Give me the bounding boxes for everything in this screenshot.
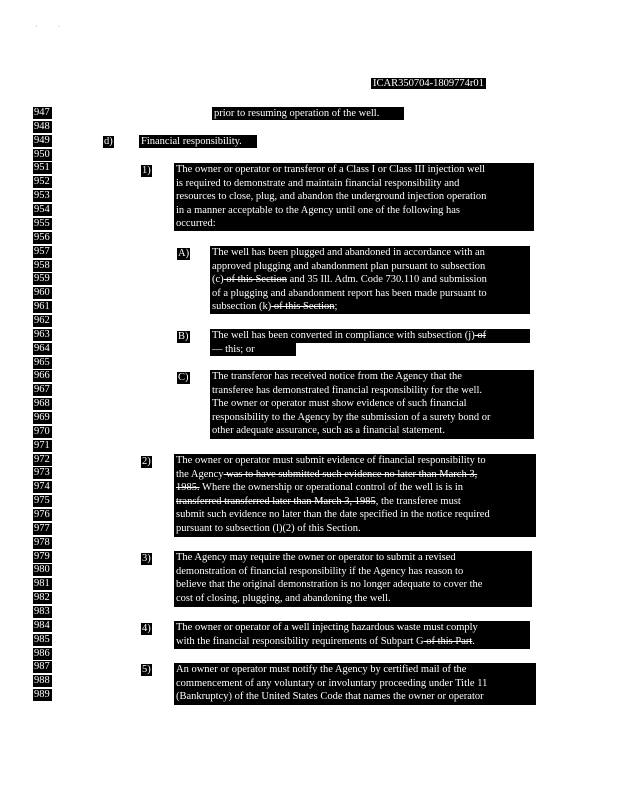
paragraph-B-line1	[210, 329, 530, 343]
paragraph-line: (Bankruptcy) of the United States Code that names the owner or operator	[176, 691, 484, 703]
line-number: 980	[33, 564, 52, 576]
line-number: 962	[33, 315, 52, 327]
line-number: 969	[33, 412, 52, 424]
text-run: the Agency	[176, 468, 224, 480]
line-number: 956	[33, 232, 52, 244]
paragraph-line: The owner or operator must show evidence of such financial	[212, 398, 467, 410]
struck-text: 1985.	[176, 482, 200, 494]
line-number: 977	[33, 523, 52, 535]
line-number: 959	[33, 273, 52, 285]
line-number: 974	[33, 481, 52, 493]
paragraph-d3	[174, 551, 532, 607]
struck-text: of	[474, 330, 487, 341]
text-run: .	[472, 635, 475, 647]
line-number: 981	[33, 578, 52, 590]
heading-financial-responsibility: Financial responsibility.	[139, 135, 257, 148]
line-number: 983	[33, 606, 52, 618]
label-d1: 1)	[142, 165, 151, 176]
text-run: and 35 Ill. Adm. Code 730.110 and submission	[286, 274, 487, 286]
line-number: 986	[33, 648, 52, 660]
scan-specks: · ·	[35, 22, 61, 31]
paragraph-line: cost of closing, plugging, and abandoning the well.	[176, 592, 391, 604]
line-number: 971	[33, 440, 52, 452]
struck-text: of this Section	[271, 301, 335, 313]
paragraph-line	[212, 273, 528, 287]
line-number: 976	[33, 509, 52, 521]
line-number: 984	[33, 620, 52, 632]
line-number: 965	[33, 357, 52, 369]
text-run: ;	[334, 301, 338, 313]
line-number: 949	[33, 135, 52, 147]
struck-text: of this Part	[423, 635, 473, 647]
label-d4: 4)	[142, 623, 151, 634]
paragraph-line: submit such evidence no later than the date specified in the notice required	[176, 509, 490, 521]
line-number: 982	[33, 592, 52, 604]
line-number: 950	[33, 149, 52, 161]
line-number: 954	[33, 204, 52, 216]
paragraph-C	[210, 370, 534, 439]
line-number: 961	[33, 301, 52, 313]
line-number: 964	[33, 343, 52, 355]
document-code: ICAR350704-1809774r01	[373, 78, 484, 89]
label-C: C)	[178, 372, 189, 383]
paragraph-line: The owner or operator or transferor of a Class I or Class III injection well	[176, 164, 486, 175]
label-d3: 3)	[142, 553, 151, 564]
text-run: is in	[445, 482, 464, 494]
line-number: 960	[33, 287, 52, 299]
struck-text: was to have submitted such evidence no later than March 3,	[223, 468, 478, 480]
label-d: d)	[104, 136, 113, 147]
line-number: 989	[33, 689, 52, 701]
line-number: 985	[33, 634, 52, 646]
paragraph-line	[212, 300, 528, 314]
line-number: 972	[33, 454, 52, 466]
paragraph-line: responsibility to the Agency by the submission of a surety bond or	[212, 411, 491, 423]
paragraph-line: The transferor has received notice from the Agency that the	[212, 371, 462, 382]
line-number: 957	[33, 246, 52, 258]
line-number: 988	[33, 675, 52, 687]
line-number: 967	[33, 384, 52, 396]
paragraph-line	[176, 495, 534, 509]
paragraph-A	[210, 246, 530, 314]
line-number: 953	[33, 190, 52, 202]
paragraph-line	[176, 635, 528, 649]
line-number: 970	[33, 426, 52, 438]
text-prior-to-resuming: prior to resuming operation of the well.	[212, 107, 404, 120]
paragraph-line: pursuant to subsection (l)(2) of this Section.	[176, 522, 361, 534]
line-number: 947	[33, 107, 52, 119]
paragraph-line: The Agency may require the owner or operator to submit a revised	[176, 552, 456, 563]
label-B: B)	[178, 331, 189, 342]
line-number: 966	[33, 370, 52, 382]
label-A: A)	[178, 248, 190, 259]
paragraph-line: other adequate assurance, such as a financial statement.	[212, 425, 445, 437]
paragraph-line: is required to demonstrate and maintain financial responsibility and	[176, 177, 460, 189]
paragraph-d4	[174, 621, 530, 649]
line-number: 978	[33, 537, 52, 549]
paragraph-B-line2	[210, 343, 296, 356]
text-run: with the financial responsibility requirements of Subpart G	[176, 635, 424, 647]
line-number: 963	[33, 329, 52, 341]
paragraph-line: commencement of any voluntary or involuntary proceeding under Title 11	[176, 677, 488, 689]
paragraph-d1	[174, 163, 534, 231]
paragraph-line: resources to close, plug, and abandon the underground injection operation	[176, 191, 487, 203]
paragraph-line: demonstration of financial responsibility if the Agency has reason to	[176, 565, 464, 577]
paragraph-line: The owner or operator of a well injecting hazardous waste must comply	[176, 622, 478, 633]
text-run: Where the ownership or operational control of the well is	[199, 482, 446, 494]
text-run: subsection (k)	[212, 301, 272, 313]
line-number: 955	[33, 218, 52, 230]
line-number: 979	[33, 551, 52, 563]
paragraph-line: believe that the original demonstration is no longer adequate to cover the	[176, 579, 483, 591]
paragraph-line: An owner or operator must notify the Agency by certified mail of the	[176, 664, 467, 675]
paragraph-line	[176, 468, 534, 482]
paragraph-d5	[174, 663, 536, 705]
text-run: (c)	[212, 274, 224, 286]
paragraph-line: occurred:	[176, 218, 216, 230]
line-number: 951	[33, 162, 52, 174]
line-number: 952	[33, 176, 52, 188]
label-d2: 2)	[142, 456, 151, 467]
line-number: 968	[33, 398, 52, 410]
struck-text: transferred transferred later than March 3, 1985	[176, 495, 376, 507]
text-run: The well has been converted in compliance with subsection (j)	[212, 330, 475, 341]
paragraph-line: transferee has demonstrated financial responsibility for the well.	[212, 384, 482, 396]
paragraph-d2	[174, 454, 536, 537]
line-number: 975	[33, 495, 52, 507]
line-number: 973	[33, 467, 52, 479]
text-run: , the transferee must	[375, 495, 461, 507]
paragraph-line: The well has been plugged and abandoned in accordance with an	[212, 247, 485, 258]
paragraph-line: approved plugging and abandonment plan pursuant to subsection	[212, 260, 486, 272]
label-d5: 5)	[142, 664, 151, 675]
line-number: 987	[33, 661, 52, 673]
paragraph-line: in a manner acceptable to the Agency until one of the following has	[176, 204, 460, 216]
paragraph-line	[212, 329, 528, 343]
line-number: 958	[33, 260, 52, 272]
line-number: 948	[33, 121, 52, 133]
paragraph-line: The owner or operator must submit evidence of financial responsibility to	[176, 455, 486, 466]
paragraph-line: of a plugging and abandonment report has been made pursuant to	[212, 287, 487, 299]
struck-text: of this Section	[223, 274, 287, 286]
paragraph-line	[176, 481, 534, 495]
paragraph-line: — this; or	[212, 344, 255, 355]
